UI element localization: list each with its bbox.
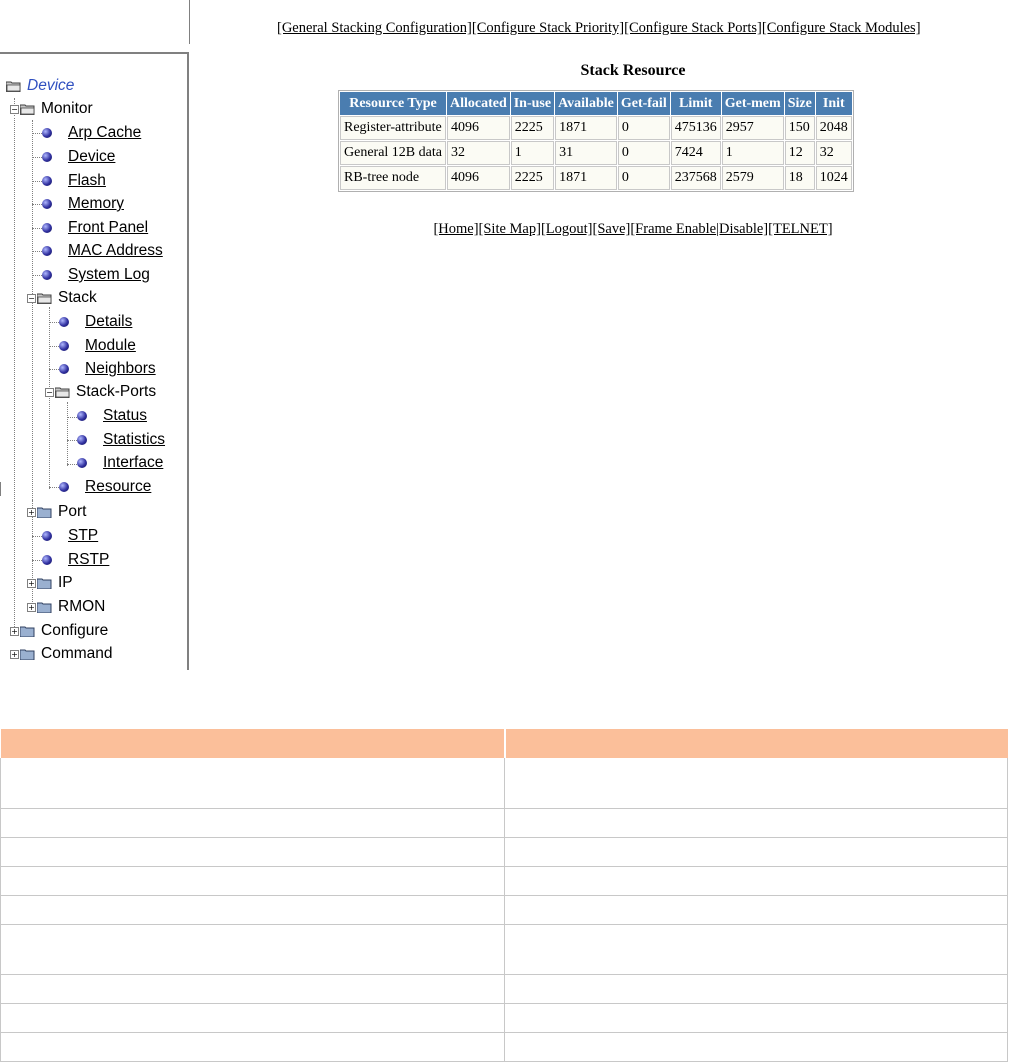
tree-item-system-log[interactable]: [42, 264, 150, 286]
description-table: [0, 729, 1008, 1062]
link-configure-stack-ports[interactable]: [Configure Stack Ports]: [624, 20, 762, 36]
table-cell: [505, 866, 1008, 895]
tree-connector: [32, 560, 42, 562]
tree-label[interactable]: Stack: [58, 289, 97, 306]
tree-item-status[interactable]: [77, 405, 147, 427]
table-cell: 18: [785, 166, 815, 190]
tree-connector: [32, 536, 42, 538]
table-cell: 32: [447, 141, 510, 165]
tree-item-arp-cache[interactable]: [42, 122, 141, 144]
tree-connector: [32, 181, 42, 183]
tree-connector: [32, 275, 42, 277]
tree-link[interactable]: Interface: [103, 454, 164, 471]
table-cell: 2225: [511, 116, 554, 140]
folder-open-icon: [37, 293, 52, 304]
table-cell: [1, 1032, 505, 1061]
bullet-icon: [42, 176, 52, 186]
folder-closed-icon: [20, 649, 35, 660]
stack-resource-table: [338, 90, 854, 192]
nav-frame-top: [0, 0, 190, 44]
bullet-icon: [42, 531, 52, 541]
tree-connector: [32, 228, 42, 230]
tree-link[interactable]: STP: [68, 527, 99, 544]
table-cell: 1024: [816, 166, 852, 190]
table-cell: 1871: [555, 116, 617, 140]
tree-label[interactable]: Port: [58, 503, 87, 520]
table-cell: [505, 837, 1008, 866]
expand-icon[interactable]: +: [11, 649, 18, 659]
folder-closed-icon: [37, 507, 52, 518]
tree-item-front-panel[interactable]: [42, 217, 148, 239]
bullet-icon: [77, 458, 87, 468]
description-table-header: [1, 729, 1008, 758]
table-cell: [1, 924, 505, 974]
tree-label[interactable]: RMON: [58, 598, 106, 615]
expand-icon[interactable]: +: [28, 507, 35, 517]
table-cell: [1, 758, 505, 808]
tree-item-statistics[interactable]: [77, 429, 165, 451]
table-row: [1, 924, 1008, 974]
table-row: [1, 895, 1008, 924]
tree-label[interactable]: Command: [41, 645, 113, 662]
table-cell: General 12B data: [340, 141, 446, 165]
tree-label[interactable]: Monitor: [41, 100, 93, 117]
tree-item-neighbors[interactable]: [59, 358, 156, 380]
folder-closed-icon: [37, 578, 52, 589]
tree-connector: [67, 440, 77, 442]
tree-link[interactable]: Memory: [68, 195, 124, 212]
tree-connector: [49, 322, 59, 324]
tree-item-configure[interactable]: [10, 620, 108, 642]
tree-connector: [32, 157, 42, 159]
bullet-icon: [77, 411, 87, 421]
link-configure-stack-priority[interactable]: [Configure Stack Priority]: [471, 20, 625, 36]
tree-link[interactable]: Neighbors: [85, 360, 156, 377]
column-header: Get-fail: [618, 92, 670, 115]
tree-link[interactable]: Details: [85, 313, 133, 330]
frame-edge-mark: [0, 482, 1, 496]
link-configure-stack-modules[interactable]: [Configure Stack Modules]: [761, 20, 921, 36]
tree-connector: [49, 487, 59, 489]
table-cell: [1, 1003, 505, 1032]
tree-item-mac-address[interactable]: [42, 240, 163, 262]
tree-link[interactable]: System Log: [68, 266, 150, 283]
table-cell: RB-tree node: [340, 166, 446, 190]
tree-label[interactable]: Configure: [41, 622, 109, 639]
link-save[interactable]: [Save]: [592, 221, 631, 237]
table-header-row: [340, 92, 852, 115]
table-row: [1, 808, 1008, 837]
tree-line: [67, 402, 69, 466]
tree-item-monitor[interactable]: [10, 98, 93, 120]
table-cell: 475136: [671, 116, 721, 140]
tree-link[interactable]: Flash: [68, 172, 106, 189]
tree-item-port[interactable]: [27, 501, 86, 523]
folder-open-icon: [20, 104, 35, 115]
table-cell: [505, 924, 1008, 974]
table-cell: 2579: [722, 166, 784, 190]
bullet-icon: [59, 317, 69, 327]
folder-open-icon: [55, 387, 70, 398]
tree-line: [14, 118, 16, 633]
tree-connector: [67, 464, 77, 466]
column-header: [505, 729, 1008, 758]
table-cell: [505, 895, 1008, 924]
table-row: [1, 1032, 1008, 1061]
table-cell: [505, 1003, 1008, 1032]
footer-links: [338, 221, 928, 238]
tree-label[interactable]: IP: [58, 574, 73, 591]
link-logout[interactable]: [Logout]: [540, 221, 593, 237]
collapse-icon[interactable]: −: [28, 293, 35, 303]
table-cell: 2048: [816, 116, 852, 140]
column-header: Get-mem: [722, 92, 784, 115]
link-home[interactable]: [Home]: [433, 221, 479, 237]
bullet-icon: [42, 246, 52, 256]
column-header: In-use: [511, 92, 554, 115]
folder-closed-icon: [37, 602, 52, 613]
table-cell: [1, 974, 505, 1003]
table-row: [1, 837, 1008, 866]
table-cell: 0: [618, 116, 670, 140]
tree-connector: [32, 133, 42, 135]
page-title: Stack Resource: [580, 62, 686, 79]
folder-open-icon: [6, 81, 21, 92]
table-cell: 12: [785, 141, 815, 165]
tree-link[interactable]: Module: [85, 337, 136, 354]
column-header: [1, 729, 505, 758]
table-cell: 32: [816, 141, 852, 165]
table-cell: 1: [511, 141, 554, 165]
table-row: [1, 866, 1008, 895]
column-header: Available: [555, 92, 617, 115]
table-cell: 0: [618, 141, 670, 165]
table-cell: 237568: [671, 166, 721, 190]
bullet-icon: [42, 555, 52, 565]
link-site-map[interactable]: [Site Map]: [478, 221, 541, 237]
folder-closed-icon: [20, 626, 35, 637]
tree-item-ip[interactable]: [27, 572, 73, 594]
expand-icon[interactable]: +: [28, 602, 35, 612]
table-row: [340, 116, 852, 140]
column-header: Limit: [671, 92, 721, 115]
table-cell: [1, 866, 505, 895]
collapse-icon[interactable]: −: [46, 387, 53, 397]
tree-connector: [67, 417, 77, 419]
tree-link[interactable]: Front Panel: [68, 219, 149, 236]
table-cell: 1: [722, 141, 784, 165]
table-row: [1, 974, 1008, 1003]
table-row: [340, 141, 852, 165]
table-cell: 4096: [447, 166, 510, 190]
link-frame-enable[interactable]: [Frame Enable: [630, 221, 717, 237]
bullet-icon: [42, 270, 52, 280]
collapse-icon[interactable]: −: [11, 104, 18, 114]
tree-link[interactable]: RSTP: [68, 551, 110, 568]
tree-item-flash[interactable]: [42, 170, 106, 192]
bullet-icon: [59, 341, 69, 351]
tree-link[interactable]: Device: [68, 148, 116, 165]
table-cell: 7424: [671, 141, 721, 165]
bullet-icon: [42, 199, 52, 209]
tree-item-resource[interactable]: [59, 476, 151, 498]
expand-icon[interactable]: +: [11, 626, 18, 636]
table-row: [1, 758, 1008, 808]
table-cell: 1871: [555, 166, 617, 190]
bullet-icon: [59, 364, 69, 374]
column-header: Allocated: [447, 92, 510, 115]
bullet-icon: [42, 223, 52, 233]
link-telnet[interactable]: [TELNET]: [768, 221, 833, 237]
tree-item-details[interactable]: [59, 311, 132, 333]
tree-link[interactable]: Arp Cache: [68, 124, 142, 141]
table-cell: 2957: [722, 116, 784, 140]
tree-item-stack[interactable]: [27, 287, 97, 309]
table-cell: [505, 974, 1008, 1003]
tree-item-interface[interactable]: [77, 452, 163, 474]
tree-link[interactable]: MAC Address: [68, 242, 163, 259]
table-cell: [1, 837, 505, 866]
tree-root-label[interactable]: Device: [27, 77, 75, 94]
table-cell: 4096: [447, 116, 510, 140]
column-header: Init: [816, 92, 852, 115]
tree-item-command[interactable]: [10, 643, 113, 665]
tree-item-memory[interactable]: [42, 193, 124, 215]
tree-item-device[interactable]: [42, 146, 115, 168]
table-cell: [505, 808, 1008, 837]
tree-item-stack-ports[interactable]: [45, 381, 156, 403]
bullet-icon: [59, 482, 69, 492]
table-cell: [1, 895, 505, 924]
tree-link[interactable]: Resource: [85, 478, 152, 495]
bullet-icon: [42, 128, 52, 138]
table-cell: [1, 808, 505, 837]
tree-link[interactable]: Status: [103, 407, 147, 424]
table-row: [1, 1003, 1008, 1032]
table-row: [340, 166, 852, 190]
column-header: Resource Type: [340, 92, 446, 115]
table-cell: 2225: [511, 166, 554, 190]
bullet-icon: [42, 152, 52, 162]
expand-icon[interactable]: +: [28, 578, 35, 588]
table-cell: 31: [555, 141, 617, 165]
tree-connector: [32, 251, 42, 253]
tree-item-rstp[interactable]: [42, 549, 109, 571]
stacking-config-links: [277, 20, 921, 37]
link-frame-disable[interactable]: |Disable]: [716, 221, 769, 237]
tree-label[interactable]: Stack-Ports: [76, 383, 157, 400]
table-cell: Register-attribute: [340, 116, 446, 140]
tree-connector: [32, 204, 42, 206]
column-header: Size: [785, 92, 815, 115]
tree-root-device[interactable]: [6, 75, 74, 97]
tree-item-stp[interactable]: [42, 525, 98, 547]
table-cell: [505, 758, 1008, 808]
tree-line: [32, 120, 34, 500]
table-cell: [505, 1032, 1008, 1061]
tree-connector: [49, 369, 59, 371]
tree-connector: [49, 346, 59, 348]
link-general-stacking-configuration[interactable]: [General Stacking Configuration]: [277, 20, 472, 36]
bullet-icon: [77, 435, 87, 445]
table-cell: 150: [785, 116, 815, 140]
tree-item-rmon[interactable]: [27, 596, 105, 618]
table-cell: 0: [618, 166, 670, 190]
tree-item-module[interactable]: [59, 335, 136, 357]
tree-link[interactable]: Statistics: [103, 431, 166, 448]
